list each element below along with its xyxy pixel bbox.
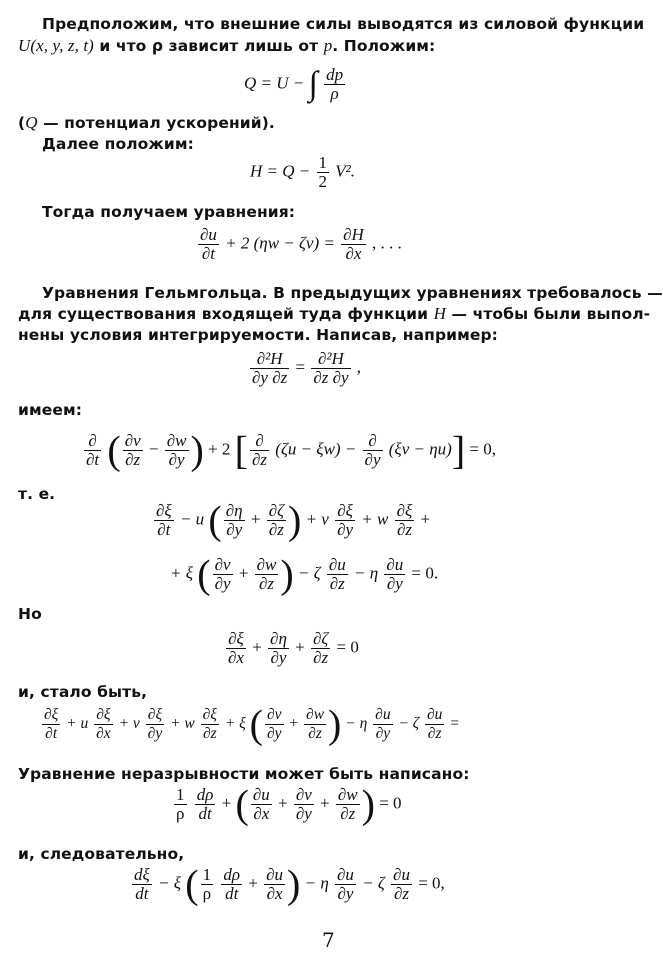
fraction [201, 866, 214, 903]
paragraph-line [18, 484, 55, 504]
numerator: ∂w [306, 706, 325, 723]
paragraph-line [18, 604, 42, 624]
eq-text: = 0. [411, 563, 439, 583]
math-symbol: H [433, 304, 446, 323]
equation-q [244, 66, 347, 103]
eq-text: + u [66, 715, 89, 733]
eq-text: + ξ [224, 715, 246, 733]
fraction [335, 502, 355, 539]
numerator: ∂w [256, 555, 277, 574]
eq-text: − ξ [158, 873, 182, 893]
text: В предыдущих уравнениях требовалось — [267, 284, 663, 302]
numerator: ∂ζ [268, 501, 284, 520]
denominator: ∂z [396, 520, 412, 539]
numerator: ∂ [363, 432, 383, 451]
fraction [425, 706, 444, 743]
denominator: ∂z [268, 520, 284, 539]
paragraph-line [42, 202, 295, 222]
denominator: ρ [202, 884, 212, 903]
eq-text: = 0, [418, 873, 445, 893]
denominator: ∂z [329, 574, 345, 593]
denominator: ∂x [228, 648, 244, 667]
fraction [165, 432, 189, 469]
denominator: ∂z [313, 648, 329, 667]
numerator: ∂η [270, 629, 287, 648]
numerator: ∂ξ [226, 630, 246, 649]
eq-text: , . . . [372, 233, 402, 253]
fraction [311, 630, 330, 667]
eq-text: = 0, [469, 439, 496, 459]
text: — потенциал ускорений). [37, 114, 275, 132]
eq-text: + ξ [170, 563, 194, 583]
denominator: ∂y [147, 725, 163, 742]
eq-text: − η [304, 873, 329, 893]
denominator: ∂x [266, 884, 283, 903]
numerator: dρ [223, 865, 241, 884]
fraction [327, 556, 348, 593]
numerator: ∂ [84, 432, 101, 451]
fraction [123, 432, 143, 469]
numerator: ∂u [375, 706, 391, 723]
numerator: dρ [196, 785, 214, 804]
numerator: ∂u [426, 706, 443, 723]
paragraph-line [18, 400, 82, 420]
fraction [267, 502, 286, 539]
eq-text: + [250, 509, 261, 529]
fraction [221, 866, 242, 903]
eq-text: + 2 (ηw − ζv) = [225, 233, 335, 253]
numerator: ∂u [266, 865, 284, 884]
math-symbol: U [18, 36, 31, 55]
denominator: dt [135, 884, 149, 903]
fraction [213, 556, 233, 593]
eq-text: − η [353, 563, 379, 583]
numerator: ∂ξ [146, 706, 165, 725]
paragraph-line [18, 844, 184, 864]
paragraph-line [18, 113, 275, 133]
fraction [226, 630, 246, 667]
denominator: ∂y [168, 450, 185, 469]
eq-text: − u [179, 509, 205, 529]
denominator: ∂t [86, 450, 100, 469]
fraction [304, 706, 326, 743]
denominator: ∂y [214, 574, 231, 593]
numerator: ∂ξ [94, 706, 113, 725]
denominator: ∂z [259, 574, 275, 593]
paragraph-line [18, 304, 650, 324]
numerator: ∂ [250, 432, 269, 451]
denominator: ∂t [201, 244, 216, 263]
fraction [195, 786, 216, 823]
section-heading: Уравнения Гельмгольца. [42, 284, 268, 302]
eq-text: + [295, 637, 305, 657]
numerator: ∂H [343, 225, 364, 244]
denominator: ∂y [375, 725, 391, 742]
denominator: ∂z [202, 725, 217, 742]
fraction [384, 556, 405, 593]
fraction [146, 706, 165, 743]
fraction [250, 350, 289, 387]
denominator: dt [225, 884, 239, 903]
equation-divergence [224, 630, 359, 667]
numerator: ∂²H [311, 350, 350, 369]
denominator: ∂y [270, 648, 287, 667]
numerator: dp [326, 65, 344, 84]
fraction [335, 866, 356, 903]
text: т. е. [18, 485, 56, 503]
text: и, следовательно, [18, 845, 185, 863]
numerator: ∂v [214, 555, 231, 574]
numerator: 1 [176, 785, 185, 804]
denominator: ∂x [96, 725, 111, 742]
eq-text: + [221, 793, 232, 813]
fraction [264, 866, 285, 903]
fraction [224, 502, 245, 539]
eq-text: , [356, 357, 362, 377]
paragraph-line [42, 283, 663, 303]
math-symbol: Q [25, 113, 38, 132]
text: . Положим: [332, 37, 436, 55]
eq-text: (ζu − ξw) − [275, 439, 357, 459]
fraction [201, 706, 219, 743]
eq-text: = [295, 357, 306, 377]
denominator: ∂z [340, 804, 356, 823]
numerator: ∂ξ [44, 706, 59, 723]
fraction [251, 786, 272, 823]
fraction [395, 502, 415, 539]
fraction [373, 706, 392, 743]
eq-text: − η [345, 715, 368, 733]
numerator: ∂u [328, 555, 346, 574]
denominator: ∂y [364, 450, 381, 469]
fraction [311, 350, 350, 387]
paragraph-line [42, 14, 644, 34]
denominator: ∂z ∂y [313, 368, 349, 387]
text: ( [18, 114, 26, 132]
fraction [154, 502, 174, 539]
denominator: ρ [176, 804, 185, 823]
numerator: ∂ξ [335, 502, 355, 521]
fraction [84, 432, 101, 469]
eq-text: + [248, 873, 258, 893]
text: и что ρ зависит лишь от [93, 37, 324, 55]
numerator: ∂ξ [156, 501, 172, 520]
denominator: ∂x [253, 804, 270, 823]
text: для существования входящей туда функции [18, 305, 434, 323]
eq-text: (ξv − ηu) [388, 439, 452, 459]
eq-text: + v [305, 509, 329, 529]
eq-text: + v [118, 715, 140, 733]
denominator: ∂y [226, 520, 243, 539]
equation-expanded-1: $\frac{\partial\xi}{\partial t}$ − u ( $\frac{\partial\eta}{\partial y}$ + $\frac{\partial\zeta}{\partial z}$ ) + v $\frac{\partial\xi}{\partial y}$ + w $\frac{\partial\xi}{\partial z}$ + [156, 497, 431, 543]
equation-continuity: $\frac{1}{\rho}$ $\frac{d\rho}{dt}$ + ( $\frac{\partial u}{\partial x}$ + $\frac{\partial v}{\partial y}$ + $\frac{\partial w}{\partial z}$ ) = 0 [176, 781, 402, 827]
fraction [255, 556, 279, 593]
denominator: ∂y [295, 804, 312, 823]
eq-text: = 0 [379, 793, 402, 813]
eq-text: = [450, 715, 459, 733]
denominator: 2 [318, 172, 327, 191]
denominator: ∂z [427, 725, 442, 742]
paragraph-line [18, 682, 147, 702]
fraction [391, 866, 412, 903]
fraction [341, 226, 366, 263]
denominator: dt [198, 804, 212, 823]
eq-text: − ζ [398, 715, 420, 733]
numerator: ∂w [166, 431, 187, 450]
numerator: ∂u [200, 225, 217, 244]
eq-text: − ζ [297, 563, 321, 583]
eq-text: + [289, 715, 299, 733]
text: — чтобы были выпол- [445, 305, 651, 323]
numerator: ∂ξ [202, 706, 217, 723]
eq-text: + [278, 793, 288, 813]
fraction [250, 432, 269, 469]
fraction [94, 706, 113, 743]
denominator: ∂z [252, 450, 268, 469]
numerator: ∂v [295, 785, 312, 804]
fraction [42, 706, 60, 743]
text: Далее положим: [42, 135, 194, 153]
eq-text: + w [361, 509, 389, 529]
eq-text: + 2 [208, 439, 231, 459]
numerator: ∂u [393, 865, 410, 884]
text: Но [18, 605, 42, 623]
integral-sign: ∫ [308, 65, 318, 103]
denominator: ∂t [45, 725, 58, 742]
fraction [363, 432, 383, 469]
text: Тогда получаем уравнения: [42, 203, 296, 221]
page-number: 7 [322, 928, 335, 952]
denominator: ∂y [267, 725, 282, 742]
fraction [268, 630, 289, 667]
paragraph-line [42, 134, 194, 154]
eq-text: − [148, 439, 159, 459]
denominator: ∂z [308, 725, 322, 742]
denominator: ∂t [157, 520, 171, 539]
denominator: ∂x [345, 244, 362, 263]
paragraph-line [18, 36, 435, 56]
equation-expanded-2: + ξ ( $\frac{\partial v}{\partial y}$ + $\frac{\partial w}{\partial z}$ ) − ζ $\frac{\partial u}{\partial z}$ − η $\frac{\partial u}{\partial y}$ = 0. [170, 551, 439, 597]
equation-curl: $\frac{\partial}{\partial t}$ ( $\frac{\partial v}{\partial z}$ − $\frac{\partial w}{\partial y}$ ) + 2 [ $\frac{\partial}{\partial z}$ (ζu − ξw) − $\frac{\partial}{\partial y}$ (ξv − ηu)] = 0, [86, 427, 496, 473]
fraction [317, 154, 330, 191]
fraction [132, 866, 152, 903]
math-symbol: (x, y, z, t) [30, 36, 94, 55]
eq-text: − ζ [362, 873, 385, 893]
numerator: ∂u [337, 865, 354, 884]
fraction [336, 786, 360, 823]
eq-text: = 0 [336, 637, 359, 657]
equation-h [250, 154, 355, 191]
equation-integrability [248, 350, 361, 387]
text: имеем: [18, 401, 83, 419]
fraction [294, 786, 314, 823]
fraction [265, 706, 284, 743]
numerator: ∂η [225, 501, 243, 520]
denominator: ∂y [337, 884, 354, 903]
eq-text: Q = U − [244, 73, 305, 93]
paragraph-line [18, 325, 498, 345]
numerator: ∂u [252, 785, 270, 804]
eq-text: + [320, 793, 330, 813]
text: и, стало быть, [18, 683, 148, 701]
eq-text: + [252, 637, 262, 657]
numerator: ∂ζ [312, 629, 329, 648]
denominator: ∂y ∂z [252, 368, 288, 387]
numerator: 1 [202, 865, 212, 884]
numerator: 1 [318, 153, 327, 172]
text: нены условия интегрируемости. Написав, например: [18, 326, 498, 344]
eq-text: + w [170, 715, 195, 733]
eq-text: V². [335, 161, 355, 181]
fraction [324, 66, 345, 103]
fraction [174, 786, 187, 823]
denominator: ∂z [393, 884, 410, 903]
eq-text: + [238, 563, 249, 583]
numerator: ∂w [337, 785, 358, 804]
denominator: ∂y [337, 520, 354, 539]
denominator: ∂y [386, 574, 403, 593]
text: Уравнение неразрывности может быть написано: [18, 765, 470, 783]
eq-text: H = Q − [250, 161, 311, 181]
equation-vorticity: $\frac{\partial\xi}{\partial t}$ + u $\frac{\partial\xi}{\partial x}$ + v $\frac{\partial\xi}{\partial y}$ + w $\frac{\partial\xi}{\partial z}$ + ξ ( $\frac{\partial v}{\partial y}$ + $\frac{\partial w}{\partial z}$ ) − η $\frac{\partial u}{\partial y}$ − ζ $\frac{\partial u}{\partial z}$ = [44, 701, 459, 747]
eq-text: + [420, 509, 431, 529]
numerator: ∂v [124, 431, 141, 450]
fraction [198, 226, 219, 263]
numerator: dξ [134, 865, 150, 884]
numerator: ∂u [386, 555, 404, 574]
numerator: ∂ξ [396, 501, 413, 520]
denominator: ∂z [125, 450, 141, 469]
numerator: ∂²H [250, 350, 289, 369]
denominator: ρ [330, 84, 339, 103]
equation-final: $\frac{d\xi}{dt}$ − ξ ( $\frac{1}{\rho}$ $\frac{d\rho}{dt}$ + $\frac{\partial u}{\partial x}$ ) − η $\frac{\partial u}{\partial y}$ − ζ $\frac{\partial u}{\partial z}$ = 0, [134, 861, 445, 907]
equation-motion [196, 226, 402, 263]
math-symbol: p [323, 36, 333, 55]
numerator: ∂v [267, 706, 282, 723]
text: Предположим, что внешние силы выводятся из силовой функции [42, 15, 645, 33]
